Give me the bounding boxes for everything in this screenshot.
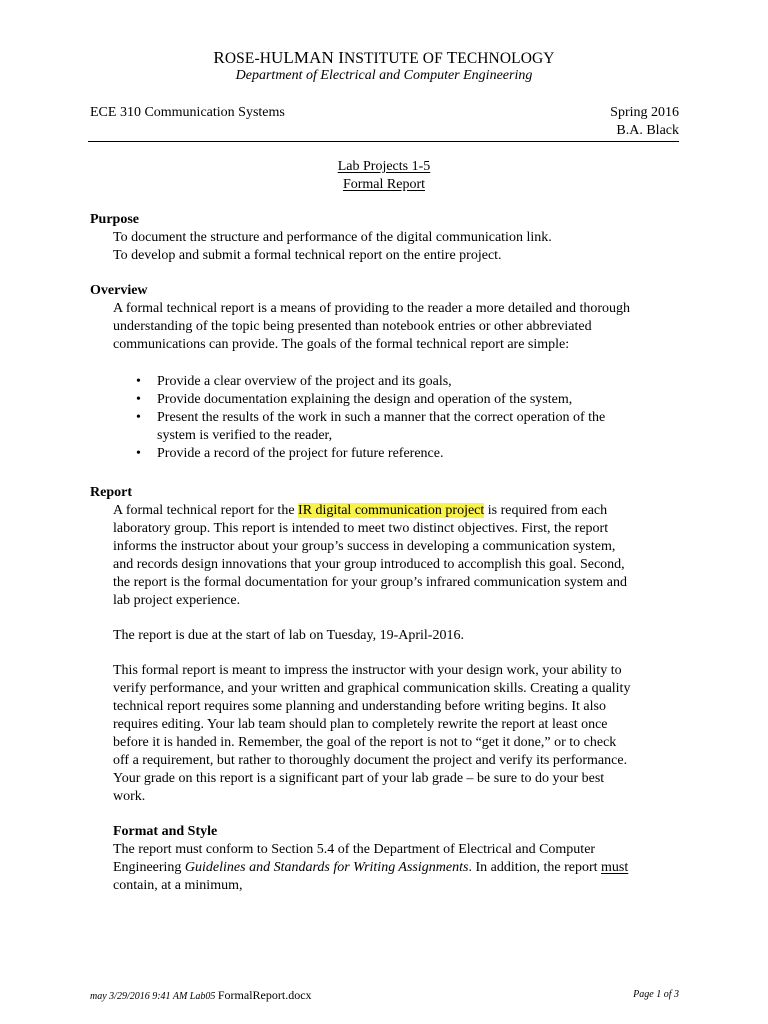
format-line: contain, at a minimum, bbox=[113, 878, 243, 893]
bullet-icon: • bbox=[136, 446, 141, 461]
list-item: • Provide a record of the project for future reference. bbox=[136, 446, 444, 461]
header-divider bbox=[88, 141, 679, 142]
report-paragraph-3 bbox=[113, 662, 688, 806]
goals-list bbox=[131, 373, 671, 463]
overview-line: communications can provide. The goals of the formal technical report are simple: bbox=[113, 337, 570, 352]
doc-title-line2: Formal Report bbox=[342, 177, 426, 192]
format-style-body bbox=[113, 841, 688, 895]
format-line: The report must conform to Section 5.4 of the Department of Electrical and Computer bbox=[113, 842, 596, 857]
report-line: the report is the formal documentation for your group’s infrared communication system and bbox=[113, 575, 627, 590]
overview-line: understanding of the topic being presented than notebook entries or other abbreviated bbox=[113, 319, 592, 334]
report-line: Your grade on this report is a significant part of your lab grade – be sure to do your best bbox=[113, 771, 605, 786]
format-line: Engineering Guidelines and Standards for Writing Assignments. In addition, the report must bbox=[113, 860, 629, 875]
report-line: verify performance, and your written and graphical communication skills. Creating a quality bbox=[113, 681, 631, 696]
report-line: A formal technical report for the IR digital communication project is required from each bbox=[113, 503, 608, 518]
report-line: before it is handed in. Remember, the goal of the report is not to “get it done,” or to check bbox=[113, 735, 617, 750]
bullet-icon: • bbox=[136, 410, 141, 425]
purpose-body bbox=[113, 229, 688, 265]
report-line: lab project experience. bbox=[113, 593, 241, 608]
purpose-line: To document the structure and performance of the digital communication link. bbox=[113, 230, 552, 245]
bullet-icon: • bbox=[136, 392, 141, 407]
report-line: technical report requires some planning and understanding before writing begins. It also bbox=[113, 699, 606, 714]
course-name: ECE 310 Communication Systems bbox=[90, 105, 285, 120]
highlighted-text: IR digital communication project bbox=[298, 503, 485, 518]
must-emphasis: must bbox=[601, 860, 629, 875]
list-item: • Provide a clear overview of the project and its goals, bbox=[136, 374, 452, 389]
purpose-line: To develop and submit a formal technical report on the entire project. bbox=[113, 248, 502, 263]
overview-heading: Overview bbox=[90, 283, 148, 298]
doc-title-line1: Lab Projects 1-5 bbox=[337, 159, 431, 174]
term: Spring 2016 bbox=[610, 105, 679, 120]
page-number: Page 1 of 3 bbox=[633, 989, 679, 1000]
report-paragraph-1 bbox=[113, 502, 688, 610]
purpose-heading: Purpose bbox=[90, 212, 139, 227]
report-line: This formal report is meant to impress the instructor with your design work, your ability to bbox=[113, 663, 622, 678]
list-item: • Present the results of the work in such a manner that the correct operation of the system is verified to the reader, bbox=[136, 410, 606, 443]
format-style-heading: Format and Style bbox=[113, 824, 218, 839]
report-line: and records design innovations that your group introduced to accomplish this goal. Second, bbox=[113, 557, 625, 572]
overview-body bbox=[113, 300, 688, 354]
department-name: Department of Electrical and Computer Engineering bbox=[235, 68, 533, 83]
report-line: work. bbox=[113, 789, 146, 804]
due-date-text: The report is due at the start of lab on Tuesday, 19-April-2016. bbox=[113, 628, 464, 643]
report-line: informs the instructor about your group’s success in developing a communication system, bbox=[113, 539, 616, 554]
institute-name: ROSE-HULMAN INSTITUTE OF TECHNOLOGY bbox=[213, 48, 555, 67]
bullet-icon: • bbox=[136, 374, 141, 389]
report-line: laboratory group. This report is intended to meet two distinct objectives. First, the report bbox=[113, 521, 609, 536]
footer-filename: FormalReport.docx bbox=[217, 988, 312, 1002]
footer-file-info: may 3/29/2016 9:41 AM Lab05 FormalReport.docx bbox=[90, 988, 312, 1002]
list-item: • Provide documentation explaining the design and operation of the system, bbox=[136, 392, 573, 407]
report-line: off a requirement, but rather to thoroughly document the project and verify its performance. bbox=[113, 753, 628, 768]
term-block bbox=[610, 104, 679, 140]
overview-line: A formal technical report is a means of providing to the reader a more detailed and thorough bbox=[113, 301, 631, 316]
report-line: requires editing. Your lab team should plan to completely rewrite the report at least once bbox=[113, 717, 608, 732]
report-heading: Report bbox=[90, 485, 132, 500]
instructor: B.A. Black bbox=[616, 123, 679, 138]
guidelines-title: Guidelines and Standards for Writing Assignments bbox=[184, 860, 469, 875]
